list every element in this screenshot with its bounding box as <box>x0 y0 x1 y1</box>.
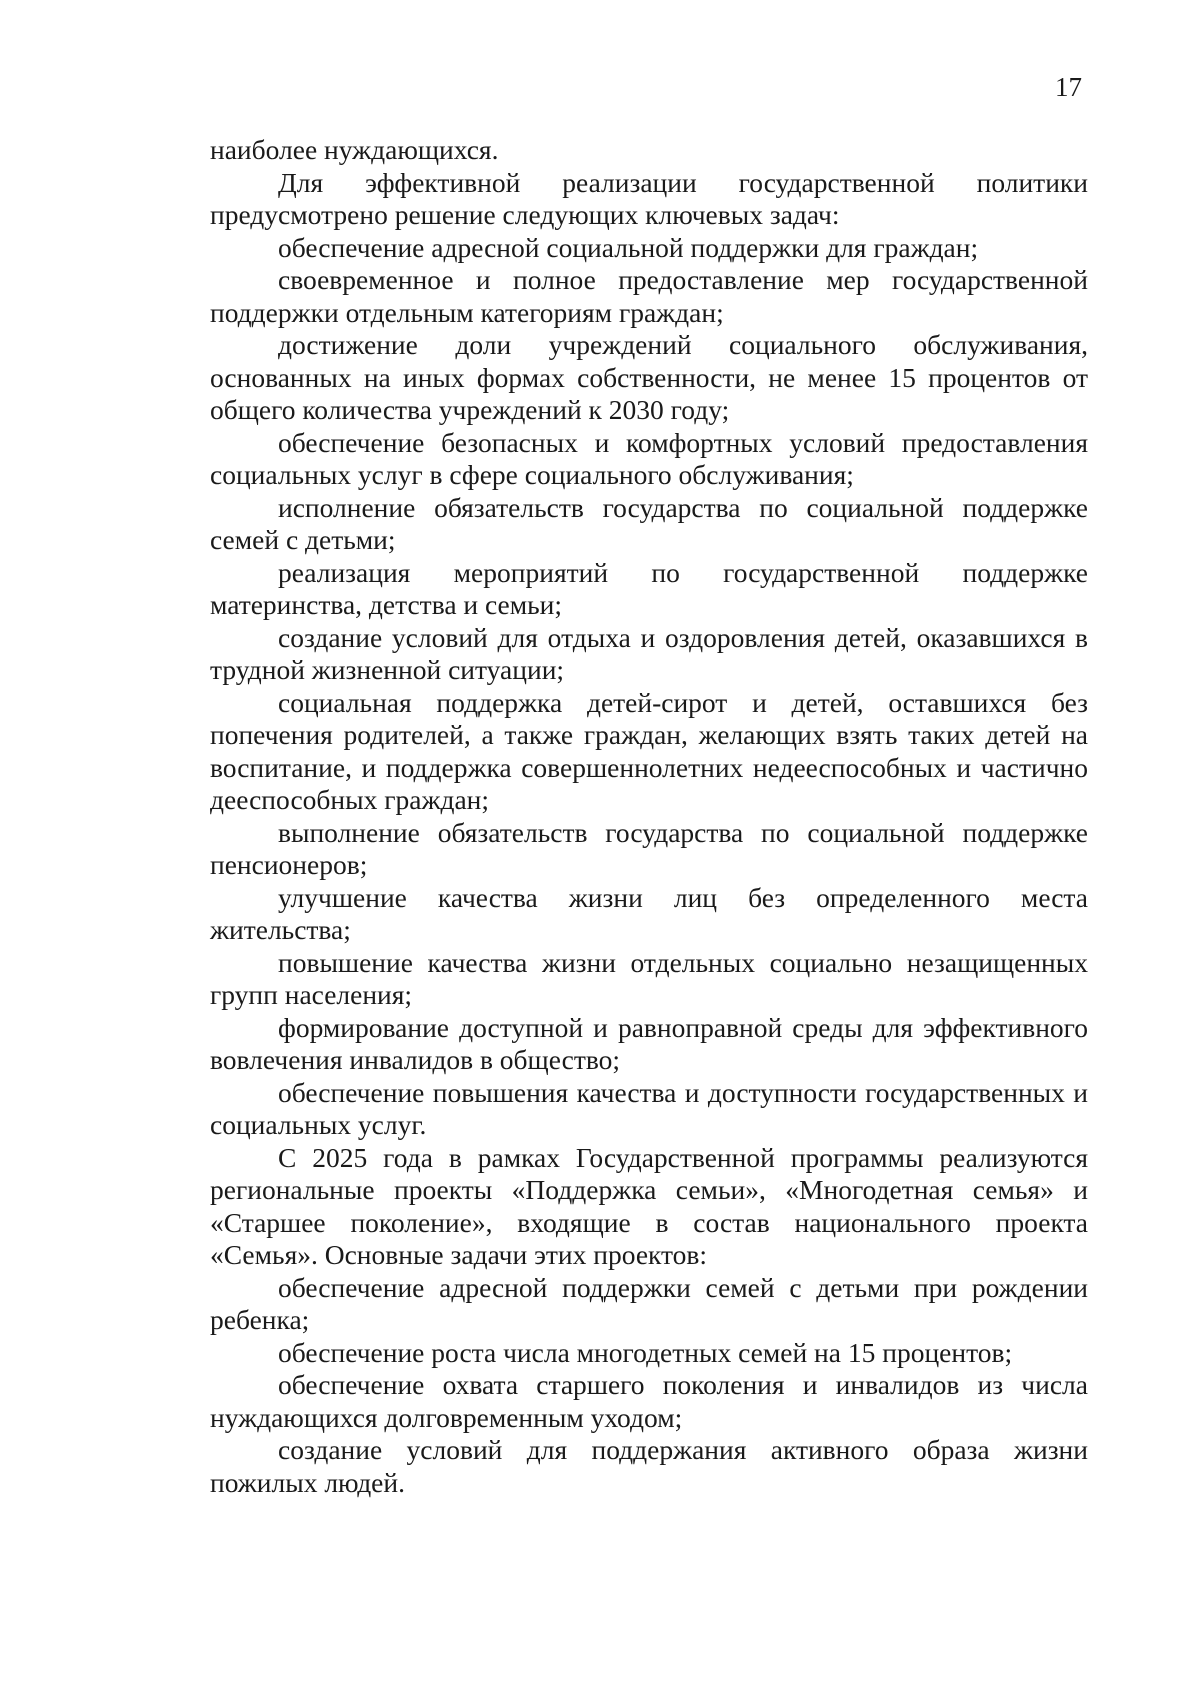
page-number: 17 <box>1055 72 1082 102</box>
list-item: обеспечение адресной поддержки семей с детьми при рождении ребенка; <box>210 1271 1088 1335</box>
list-item: реализация мероприятий по государственной поддержке материнства, детства и семьи; <box>210 556 1088 620</box>
list-item: обеспечение охвата старшего поколения и инвалидов из числа нуждающихся долговременным уходом; <box>210 1369 1088 1433</box>
list-item: обеспечение повышения качества и доступности государственных и социальных услуг. <box>210 1076 1088 1140</box>
list-item: достижение доли учреждений социального обслуживания, основанных на иных формах собственности, не менее 15 процентов от общего количества учреждений к 2030 году; <box>210 329 1088 425</box>
list-item: своевременное и полное предоставление мер государственной поддержки отдельным категориям граждан; <box>210 264 1088 328</box>
list-item: создание условий для отдыха и оздоровления детей, оказавшихся в трудной жизненной ситуации; <box>210 621 1088 685</box>
list-item: создание условий для поддержания активного образа жизни пожилых людей. <box>210 1434 1088 1498</box>
list-item: исполнение обязательств государства по социальной поддержке семей с детьми; <box>210 491 1088 555</box>
list-item: обеспечение безопасных и комфортных условий предоставления социальных услуг в сфере социального обслуживания; <box>210 426 1088 490</box>
list-item: повышение качества жизни отдельных социально незащищенных групп населения; <box>210 946 1088 1010</box>
list-item: улучшение качества жизни лиц без определенного места жительства; <box>210 881 1088 945</box>
list-item: социальная поддержка детей-сирот и детей, оставшихся без попечения родителей, а также граждан, желающих взять таких детей на воспитание, и поддержка совершеннолетних недееспособных и частично дееспособных граждан; <box>210 686 1088 815</box>
list-item: формирование доступной и равноправной среды для эффективного вовлечения инвалидов в общество; <box>210 1011 1088 1075</box>
list-item: обеспечение роста числа многодетных семей на 15 процентов; <box>278 1336 1013 1368</box>
document-body <box>210 134 1088 1499</box>
list-item: обеспечение адресной социальной поддержки для граждан; <box>278 231 979 263</box>
list-item: выполнение обязательств государства по социальной поддержке пенсионеров; <box>210 816 1088 880</box>
paragraph: Для эффективной реализации государственной политики предусмотрено решение следующих ключевых задач: <box>210 166 1088 230</box>
paragraph: наиболее нуждающихся. <box>210 134 499 165</box>
paragraph: С 2025 года в рамках Государственной программы реализуются региональные проекты «Поддержка семьи», «Многодетная семья» и «Старшее поколение», входящие в состав национального проекта «Семья». Основные задачи этих проектов: <box>210 1141 1088 1270</box>
